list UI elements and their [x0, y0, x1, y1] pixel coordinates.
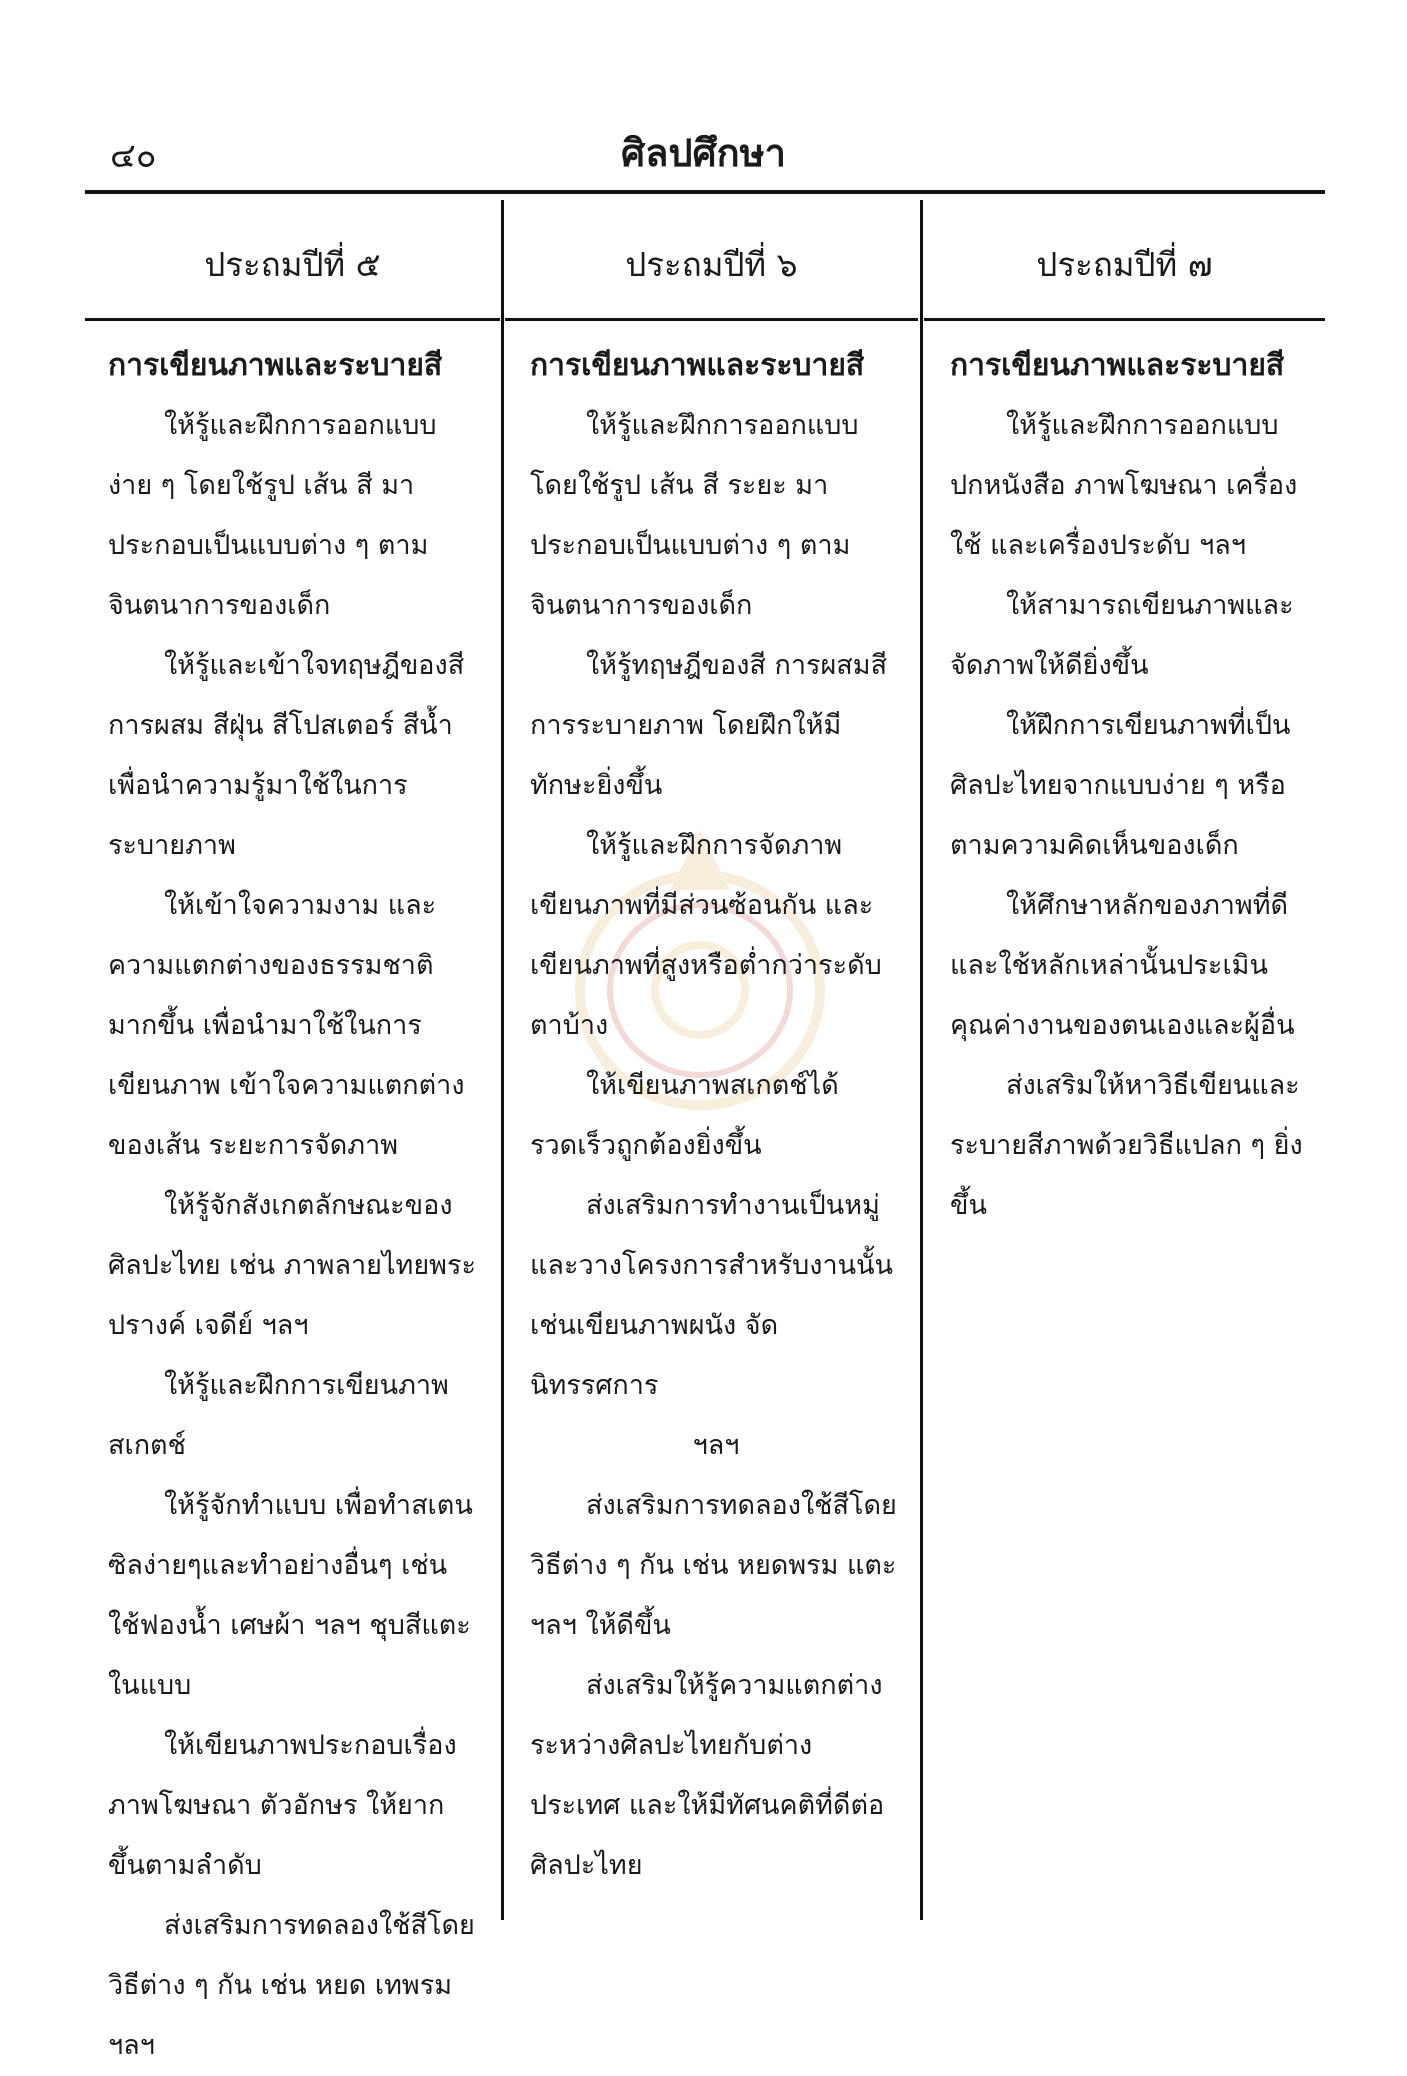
column-body-3: [950, 336, 1312, 1236]
paragraph: ให้เขียนภาพประกอบเรื่องภาพโฆษณา ตัวอักษร ให้ยากขึ้นตามลำดับ: [108, 1730, 457, 1881]
section-title: การเขียนภาพและระบายสี: [950, 348, 1285, 383]
section-title: การเขียนภาพและระบายสี: [108, 348, 443, 383]
column-body-1: [108, 336, 480, 2076]
paragraph: ให้เข้าใจความงาม และความแตกต่างของธรรมชาติมากขึ้น เพื่อนำมาใช้ในการเขียนภาพ เข้าใจความแตกต่างของเส้น ระยะการจัดภาพ: [108, 890, 465, 1161]
paragraph: ส่งเสริมให้รู้ความแตกต่างระหว่างศิลปะไทยกับต่างประเทศ และให้มีทัศนคติที่ดีต่อศิลปะไทย: [530, 1670, 885, 1881]
paragraph: ส่งเสริมให้หาวิธีเขียนและระบายสีภาพด้วยวิธีแปลก ๆ ยิ่งขึ้น: [950, 1070, 1303, 1221]
paragraph: ให้ฝึกการเขียนภาพที่เป็นศิลปะไทยจากแบบง่าย ๆ หรือตามความคิดเห็นของเด็ก: [950, 710, 1291, 861]
header-rule-col2: [505, 318, 918, 321]
section-title: การเขียนภาพและระบายสี: [530, 348, 865, 383]
column-body-2: [530, 336, 902, 1896]
etc-line: ฯลฯ: [692, 1430, 740, 1461]
paragraph: ส่งเสริมการทดลองใช้สีโดยวิธีต่าง ๆ กัน เช่น หยดพรม แตะ ฯลฯ ให้ดีขึ้น: [530, 1490, 897, 1641]
page-number: ๔๐: [110, 136, 157, 176]
column-heading-3: ประถมปีที่ ๗: [1036, 245, 1213, 284]
paragraph: ให้รู้จักสังเกตลักษณะของศิลปะไทย เช่น ภาพลายไทยพระปรางค์ เจดีย์ ฯลฯ: [108, 1190, 476, 1341]
paragraph: ส่งเสริมการทำงานเป็นหมู่และวางโครงการสำหรับงานนั้นเช่นเขียนภาพผนัง จัดนิทรรศการ: [530, 1190, 894, 1401]
paragraph: ให้รู้และฝึกการออกแบบปกหนังสือ ภาพโฆษณา เครื่องใช้ และเครื่องประดับ ฯลฯ: [950, 410, 1298, 561]
top-rule: [85, 190, 1325, 194]
paragraph: ให้รู้และฝึกการเขียนภาพสเกตช์: [108, 1370, 449, 1461]
paragraph: ให้รู้และฝึกการออกแบบง่าย ๆ โดยใช้รูป เส้น สี มาประกอบเป็นแบบต่าง ๆ ตามจินตนาการของเด็ก: [108, 410, 437, 621]
paragraph: ให้รู้และเข้าใจทฤษฎีของสีการผสม สีฝุ่น สีโปสเตอร์ สีน้ำ เพื่อนำความรู้มาใช้ในการระบายภาพ: [108, 650, 465, 861]
paragraph: ให้รู้และฝึกการจัดภาพเขียนภาพที่มีส่วนซ้อนกัน และเขียนภาพที่สูงหรือต่ำกว่าระดับตาบ้าง: [530, 830, 882, 1041]
paragraph: ให้รู้และฝึกการออกแบบโดยใช้รูป เส้น สี ระยะ มาประกอบเป็นแบบต่าง ๆ ตามจินตนาการของเด็ก: [530, 410, 859, 621]
paragraph: ให้สามารถเขียนภาพและจัดภาพให้ดียิ่งขึ้น: [950, 590, 1294, 681]
header-rule-col3: [924, 318, 1325, 321]
running-title: ศิลปศึกษา: [620, 130, 787, 175]
column-divider-1: [501, 200, 504, 1920]
header-rule-col1: [85, 318, 500, 321]
paragraph: ให้ศึกษาหลักของภาพที่ดีและใช้หลักเหล่านั้นประเมินคุณค่างานของตนเองและผู้อื่น: [950, 890, 1295, 1041]
paragraph: ให้รู้ทฤษฎีของสี การผสมสี การระบายภาพ โดยฝึกให้มีทักษะยิ่งขึ้น: [530, 650, 888, 801]
column-heading-2: ประถมปีที่ ๖: [625, 245, 798, 284]
paragraph: ให้รู้จักทำแบบ เพื่อทำสเตนซิลง่ายๆและทำอย่างอื่นๆ เช่น ใช้ฟองน้ำ เศษผ้า ฯลฯ ชุบสีแตะในแบบ: [108, 1490, 473, 1701]
paragraph: ส่งเสริมการทดลองใช้สีโดยวิธีต่าง ๆ กัน เช่น หยด เทพรม ฯลฯ: [108, 1910, 475, 2061]
column-divider-2: [920, 200, 923, 1920]
paragraph: ให้เขียนภาพสเกตช์ได้รวดเร็วถูกต้องยิ่งขึ้น: [530, 1070, 839, 1161]
column-heading-1: ประถมปีที่ ๕: [204, 245, 381, 284]
